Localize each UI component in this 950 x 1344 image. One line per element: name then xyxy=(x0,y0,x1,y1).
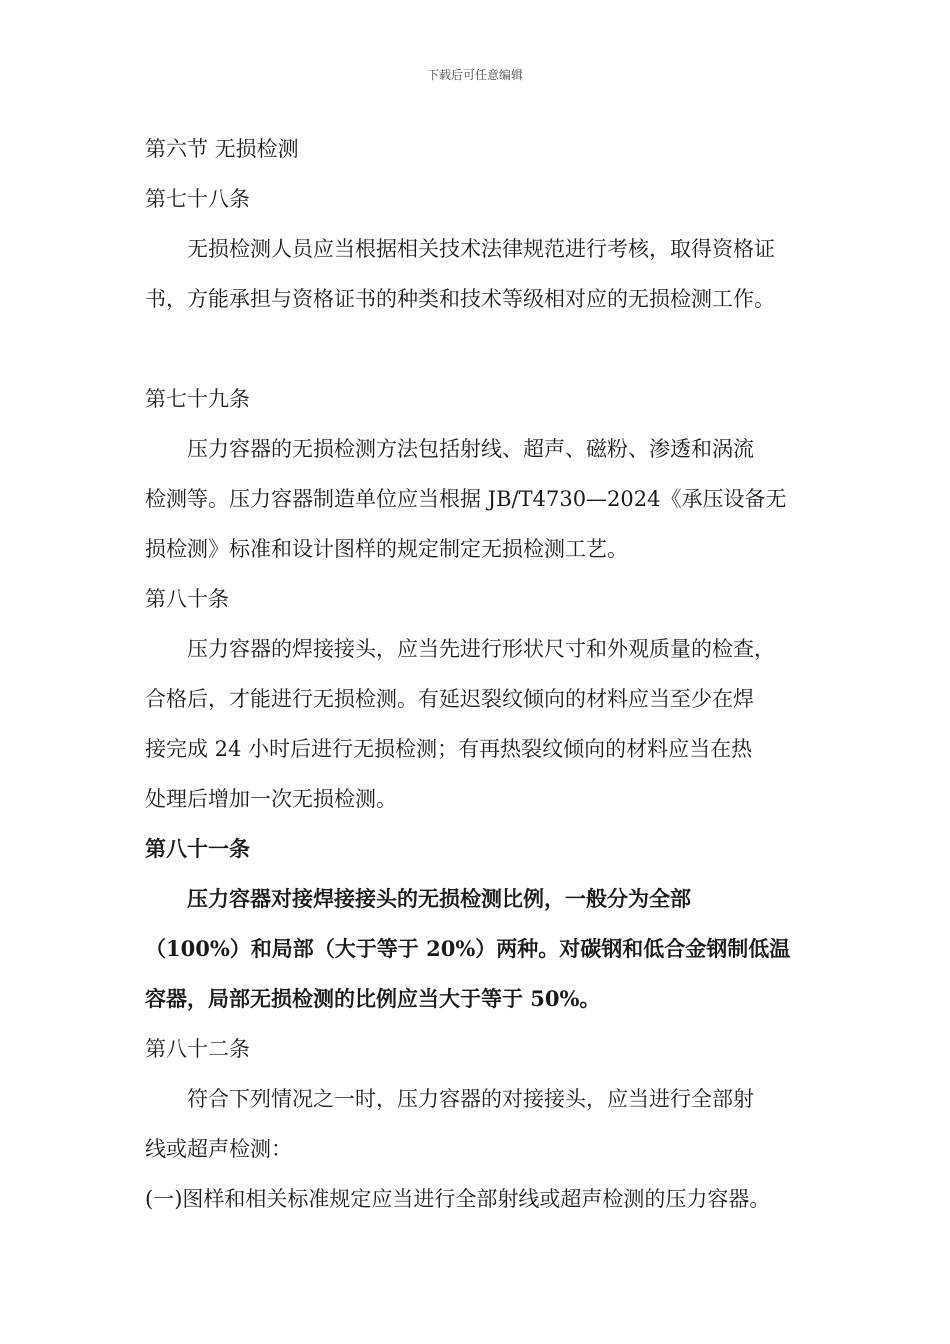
article-79-heading: 第七十九条 xyxy=(145,387,250,411)
article-82-line-1: 符合下列情况之一时，压力容器的对接接头，应当进行全部射 xyxy=(187,1087,754,1111)
article-82-item-1: (一)图样和相关标准规定应当进行全部射线或超声检测的压力容器。 xyxy=(145,1187,771,1211)
article-81-line-2: （100%）和局部（大于等于 20%）两种。对碳钢和低合金钢制低温 xyxy=(145,936,791,961)
article-80-line-2: 合格后，才能进行无损检测。有延迟裂纹倾向的材料应当至少在焊 xyxy=(145,687,754,711)
article-80-line-3: 接完成 24 小时后进行无损检测；有再热裂纹倾向的材料应当在热 xyxy=(145,737,753,761)
article-82-heading: 第八十二条 xyxy=(145,1037,250,1061)
article-79-line-2: 检测等。压力容器制造单位应当根据 JB/T4730—2024《承压设备无 xyxy=(145,487,787,511)
article-78-line-2: 书，方能承担与资格证书的种类和技术等级相对应的无损检测工作。 xyxy=(145,287,775,311)
article-80-heading: 第八十条 xyxy=(145,587,229,611)
page-header-note: 下载后可任意编辑 xyxy=(426,68,523,82)
article-81-line-3: 容器，局部无损检测的比例应当大于等于 50%。 xyxy=(145,986,601,1011)
article-81-heading: 第八十一条 xyxy=(145,836,250,861)
paragraph-spacer xyxy=(145,324,825,374)
article-79-line-1: 压力容器的无损检测方法包括射线、超声、磁粉、渗透和涡流 xyxy=(187,437,754,461)
article-78-heading: 第七十八条 xyxy=(145,187,250,211)
document-body xyxy=(145,124,825,1224)
article-80-line-4: 处理后增加一次无损检测。 xyxy=(145,787,397,811)
article-82-line-2: 线或超声检测： xyxy=(145,1137,292,1161)
section-title: 第六节 无损检测 xyxy=(145,137,299,161)
article-80-line-1: 压力容器的焊接接头，应当先进行形状尺寸和外观质量的检查， xyxy=(187,637,775,661)
article-81-line-1: 压力容器对接焊接接头的无损检测比例，一般分为全部 xyxy=(187,886,691,911)
article-79-line-3: 损检测》标准和设计图样的规定制定无损检测工艺。 xyxy=(145,537,628,561)
article-78-line-1: 无损检测人员应当根据相关技术法律规范进行考核，取得资格证 xyxy=(187,237,775,261)
